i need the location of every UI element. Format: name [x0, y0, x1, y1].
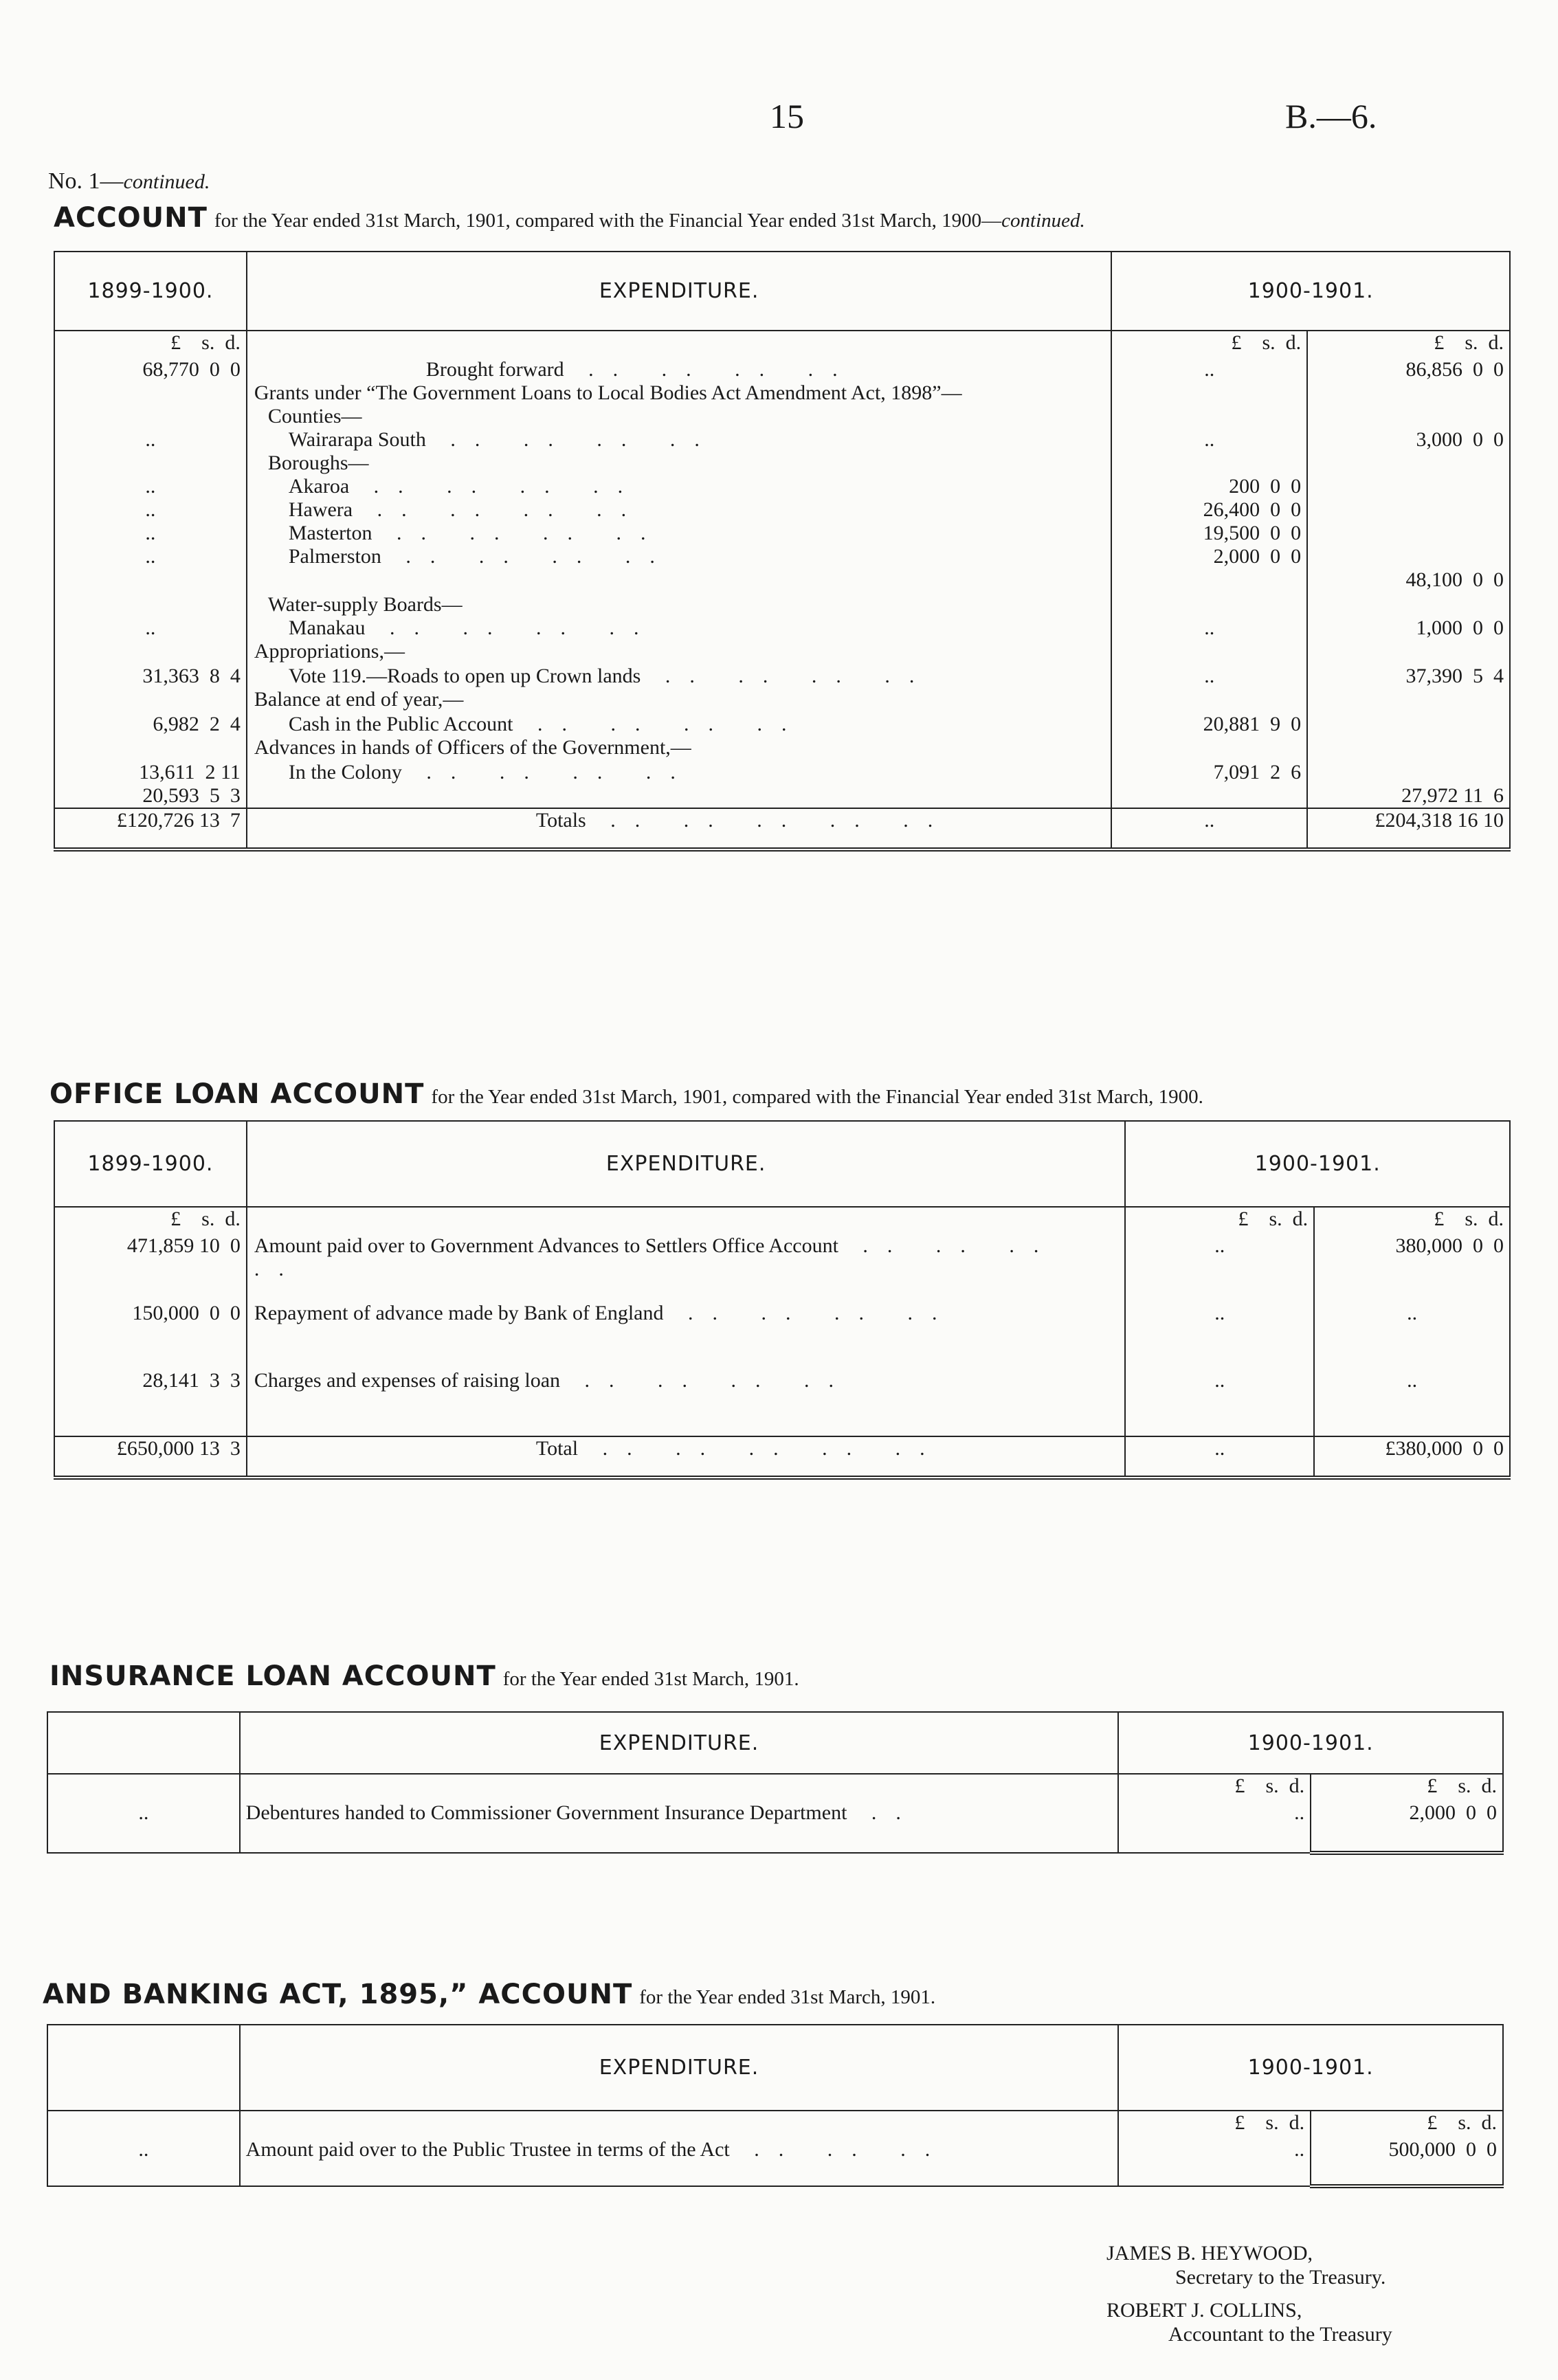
- col-header-expenditure: EXPENDITURE.: [599, 1731, 759, 1755]
- sub-value: [1111, 736, 1307, 761]
- sub-value: [1111, 452, 1307, 475]
- col-header-curr: 1900-1901.: [1125, 1121, 1510, 1207]
- sub-value: 2,000 0 0: [1111, 545, 1307, 568]
- table-row: [54, 640, 1510, 665]
- units-prev: £ s. d.: [54, 1207, 247, 1234]
- prev-value: [54, 405, 247, 428]
- table-row: [54, 593, 1510, 616]
- prev-value: ..: [54, 522, 247, 545]
- account-table-3: [47, 1711, 1504, 1855]
- prev-value: [54, 568, 247, 593]
- total-value: 37,390 5 4: [1307, 665, 1510, 688]
- total-value: [1307, 405, 1510, 428]
- prev-value: ..: [54, 616, 247, 640]
- table-row: [54, 475, 1510, 498]
- total-value: 3,000 0 0: [1307, 428, 1510, 452]
- units-sub: £ s. d.: [1111, 331, 1307, 358]
- row-label: Vote 119.—Roads to open up Crown lands .. .. .. ..: [288, 665, 934, 687]
- totals-total: £380,000 0 0: [1314, 1436, 1510, 1478]
- table-row: [54, 736, 1510, 761]
- table-row: [54, 381, 1510, 405]
- row-label: In the Colony .. .. .. ..: [288, 761, 695, 783]
- table-row: [54, 784, 1510, 808]
- sub-value: ..: [1125, 1234, 1314, 1302]
- total-value: [1307, 713, 1510, 736]
- total-value: [1307, 688, 1510, 713]
- sub-value: [1111, 784, 1307, 808]
- row-label: Palmerston .. .. .. ..: [288, 545, 674, 568]
- col-header-curr: 1900-1901.: [1118, 2025, 1503, 2111]
- total-value: [1307, 593, 1510, 616]
- row-label: Counties—: [267, 405, 362, 427]
- section2-heading: OFFICE LOAN ACCOUNT for the Year ended 31st March, 1901, compared with the Financial Year ended 31st March, 1900.: [49, 1078, 1203, 1110]
- prev-value: [54, 688, 247, 713]
- prev-value: [54, 640, 247, 665]
- sub-value: ..: [1111, 616, 1307, 640]
- sub-value: ..: [1118, 1801, 1311, 1853]
- sub-value: ..: [1111, 665, 1307, 688]
- signature-role-2: Accountant to the Treasury: [1168, 2323, 1392, 2346]
- col-header-prev: 1899-1900.: [54, 252, 247, 331]
- signature-name-1: JAMES B. HEYWOOD,: [1106, 2242, 1313, 2265]
- prev-value: ..: [54, 475, 247, 498]
- prev-value: 471,859 10 0: [54, 1234, 247, 1302]
- row-label: Amount paid over to Government Advances to Settlers Office Account .. .. .. ..: [254, 1234, 1058, 1280]
- prev-value: [54, 452, 247, 475]
- total-value: [1307, 452, 1510, 475]
- prev-value: [54, 381, 247, 405]
- row-label: [247, 568, 1112, 593]
- total-value: ..: [1314, 1369, 1510, 1436]
- prev-value: 6,982 2 4: [54, 713, 247, 736]
- section1-heading: ACCOUNT for the Year ended 31st March, 1901, compared with the Financial Year ended 31st March, 1900—continued.: [54, 202, 1085, 234]
- units-total: £ s. d.: [1314, 1207, 1510, 1234]
- total-value: 86,856 0 0: [1307, 358, 1510, 381]
- row-label: Amount paid over to the Public Trustee in terms of the Act .. .. ..: [245, 2138, 950, 2161]
- units-sub: £ s. d.: [1125, 1207, 1314, 1234]
- total-value: [1307, 736, 1510, 761]
- col-header-expenditure: EXPENDITURE.: [605, 1152, 766, 1176]
- prev-value: ..: [54, 428, 247, 452]
- sub-value: [1111, 405, 1307, 428]
- prev-value: 13,611 2 11: [54, 761, 247, 784]
- total-value: 500,000 0 0: [1311, 2138, 1503, 2186]
- sub-value: [1111, 381, 1307, 405]
- table-row: [54, 1234, 1510, 1302]
- row-label: Water-supply Boards—: [267, 593, 463, 616]
- row-label: Boroughs—: [267, 452, 369, 474]
- prev-value: ..: [54, 498, 247, 522]
- units-total: £ s. d.: [1311, 1774, 1503, 1801]
- totals-prev: £650,000 13 3: [54, 1436, 247, 1478]
- total-value: 380,000 0 0: [1314, 1234, 1510, 1302]
- table-row: [54, 522, 1510, 545]
- table-row: [54, 568, 1510, 593]
- total-value: [1307, 761, 1510, 784]
- col-header-expenditure: EXPENDITURE.: [599, 279, 759, 303]
- row-label: Hawera .. .. .. ..: [288, 498, 646, 521]
- total-value: [1307, 475, 1510, 498]
- prev-value: 31,363 8 4: [54, 665, 247, 688]
- table-row: [54, 545, 1510, 568]
- table-row: [54, 1302, 1510, 1369]
- table-row: [54, 616, 1510, 640]
- table-row: [54, 358, 1510, 381]
- row-label: Masterton .. .. .. ..: [288, 522, 665, 544]
- row-label: Appropriations,—: [254, 640, 405, 663]
- total-value: [1307, 522, 1510, 545]
- row-label: Cash in the Public Account .. .. .. ..: [288, 713, 806, 735]
- account-table-1: [54, 251, 1511, 852]
- sub-value: [1111, 593, 1307, 616]
- prev-value: [54, 736, 247, 761]
- prev-value: ..: [47, 2138, 240, 2186]
- col-header-curr: 1900-1901.: [1111, 252, 1510, 331]
- table-row: [54, 665, 1510, 688]
- sub-value: ..: [1111, 358, 1307, 381]
- col-header-expenditure: EXPENDITURE.: [599, 2056, 759, 2080]
- row-label: Balance at end of year,—: [254, 688, 464, 711]
- account-table-4: [47, 2024, 1504, 2188]
- totals-label: Total .. .. .. .. ..: [247, 1436, 1126, 1478]
- units-spacer: [247, 1207, 1126, 1234]
- sub-value: 7,091 2 6: [1111, 761, 1307, 784]
- units-prev: £ s. d.: [54, 331, 247, 358]
- col-header-curr: 1900-1901.: [1118, 1712, 1503, 1774]
- total-value: ..: [1314, 1302, 1510, 1369]
- table-row: [54, 452, 1510, 475]
- sub-value: ..: [1111, 428, 1307, 452]
- units-sub: £ s. d.: [1118, 2111, 1311, 2138]
- units-total: £ s. d.: [1311, 2111, 1503, 2138]
- section4-heading: AND BANKING ACT, 1895,” ACCOUNT for the Year ended 31st March, 1901.: [43, 1979, 936, 2010]
- total-value: [1307, 381, 1510, 405]
- sub-value: ..: [1125, 1302, 1314, 1369]
- prev-value: 20,593 5 3: [54, 784, 247, 808]
- col-header-prev: 1899-1900.: [54, 1121, 247, 1207]
- row-label: Advances in hands of Officers of the Government,—: [254, 736, 691, 759]
- totals-sub: ..: [1125, 1436, 1314, 1478]
- sub-value: [1111, 640, 1307, 665]
- row-label: Charges and expenses of raising loan .. .. .. ..: [254, 1369, 854, 1392]
- units-spacer: [247, 331, 1112, 358]
- total-value: 2,000 0 0: [1311, 1801, 1503, 1853]
- prev-value: 28,141 3 3: [54, 1369, 247, 1436]
- total-value: 1,000 0 0: [1307, 616, 1510, 640]
- units-total: £ s. d.: [1307, 331, 1510, 358]
- row-label: Brought forward .. .. .. ..: [425, 358, 857, 381]
- page-number: 15: [770, 97, 804, 135]
- table-row: [54, 428, 1510, 452]
- prev-value: 150,000 0 0: [54, 1302, 247, 1369]
- document-reference: B.—6.: [1285, 97, 1377, 135]
- table-row: [54, 405, 1510, 428]
- sub-value: ..: [1125, 1369, 1314, 1436]
- prev-value: ..: [47, 1801, 240, 1853]
- table-row: [54, 713, 1510, 736]
- totals-total: £204,318 16 10: [1307, 808, 1510, 849]
- total-value: [1307, 498, 1510, 522]
- sub-value: [1111, 568, 1307, 593]
- total-value: [1307, 640, 1510, 665]
- account-table-2: [54, 1120, 1511, 1480]
- totals-sub: ..: [1111, 808, 1307, 849]
- units-sub: £ s. d.: [1118, 1774, 1311, 1801]
- continued-label: No. 1—continued.: [48, 168, 210, 194]
- totals-label: Totals .. .. .. .. ..: [247, 808, 1112, 849]
- total-value: [1307, 545, 1510, 568]
- table-row: [54, 688, 1510, 713]
- sub-value: ..: [1118, 2138, 1311, 2186]
- sub-value: 200 0 0: [1111, 475, 1307, 498]
- row-label: Debentures handed to Commissioner Government Insurance Department ..: [245, 1801, 920, 1824]
- total-value: 48,100 0 0: [1307, 568, 1510, 593]
- row-label: Akaroa .. .. .. ..: [288, 475, 643, 498]
- row-label: Grants under “The Government Loans to Local Bodies Act Amendment Act, 1898”—: [254, 381, 962, 404]
- totals-prev: £120,726 13 7: [54, 808, 247, 849]
- prev-value: 68,770 0 0: [54, 358, 247, 381]
- sub-value: 26,400 0 0: [1111, 498, 1307, 522]
- row-label: Manakau .. .. .. ..: [288, 616, 658, 639]
- table-row: [54, 1369, 1510, 1436]
- signature-name-2: ROBERT J. COLLINS,: [1106, 2299, 1302, 2322]
- row-label: [247, 784, 1112, 808]
- sub-value: 20,881 9 0: [1111, 713, 1307, 736]
- sub-value: 19,500 0 0: [1111, 522, 1307, 545]
- prev-value: [54, 593, 247, 616]
- prev-value: ..: [54, 545, 247, 568]
- signature-role-1: Secretary to the Treasury.: [1175, 2266, 1386, 2289]
- section3-heading: INSURANCE LOAN ACCOUNT for the Year ended 31st March, 1901.: [49, 1660, 799, 1692]
- row-label: Repayment of advance made by Bank of England .. .. .. ..: [254, 1302, 957, 1324]
- sub-value: [1111, 688, 1307, 713]
- total-value: 27,972 11 6: [1307, 784, 1510, 808]
- table-row: [54, 498, 1510, 522]
- row-label: Wairarapa South .. .. .. ..: [288, 428, 719, 451]
- table-row: [54, 761, 1510, 784]
